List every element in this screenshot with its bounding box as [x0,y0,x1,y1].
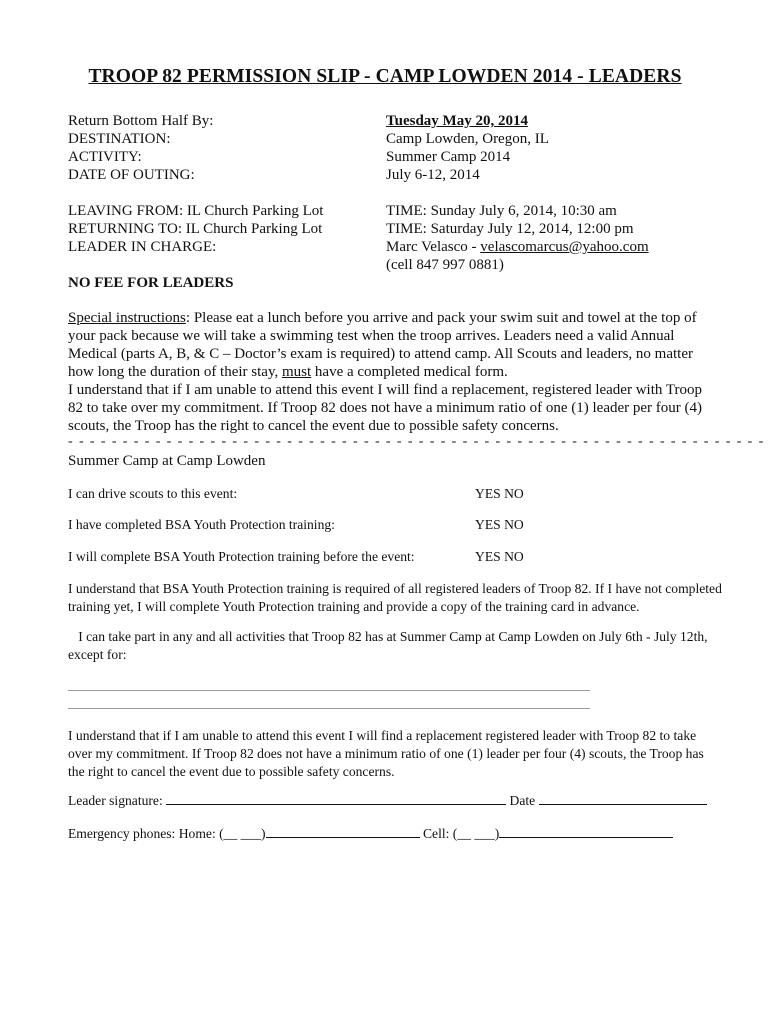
leader-in-charge-label: LEADER IN CHARGE: [68,239,217,255]
must-emphasis: must [281,364,312,380]
no-fee-notice: NO FEE FOR LEADERS [68,275,234,291]
page-title: TROOP 82 PERMISSION SLIP - CAMP LOWDEN 2014 - LEADERS [88,66,682,87]
ypt-note: I understand that BSA Youth Protection training is required of all registered leaders of Troop 82. If I have not completed training yet, I will complete Youth Protection training and provide a copy of the training card in advance. [68,581,722,614]
answer-ypt-will-complete-yes-no[interactable]: YES NO [475,549,524,564]
activity-label: ACTIVITY: [68,149,142,165]
question-ypt-completed: I have completed BSA Youth Protection training: [68,517,335,532]
leader-name: Marc Velasco - [386,239,481,255]
activity-value: Summer Camp 2014 [386,149,511,165]
signature-label: Leader signature: [68,793,167,808]
destination-label: DESTINATION: [68,131,171,147]
leaving-from: LEAVING FROM: IL Church Parking Lot [68,203,324,219]
special-instructions-text: : Please eat a lunch before you arrive and pack your swim suit and towel at the top of your pack because we will take a swimming test when the troop arrives. Leaders need a valid Annual Medical (parts A, B, & C – Doctor’s exam is required) to attend camp. All Scouts and leaders, no matter how long the duration of their stay, [68,310,697,380]
leaving-time: TIME: Sunday July 6, 2014, 10:30 am [386,203,617,219]
emergency-cell-label: Cell: (__ ___) [419,826,500,841]
return-label: Return Bottom Half By: [68,113,214,129]
leader-email-link[interactable]: velascomarcus@yahoo.com [480,239,649,255]
special-instructions-label: Special instructions [68,310,186,326]
answer-ypt-completed-yes-no[interactable]: YES NO [475,517,524,532]
emergency-row [68,825,673,842]
signature-row [68,792,707,809]
returning-time: TIME: Saturday July 12, 2014, 12:00 pm [386,221,634,237]
destination-value: Camp Lowden, Oregon, IL [386,131,549,147]
return-deadline: Tuesday May 20, 2014 [386,113,528,129]
emergency-home-label: Emergency phones: Home: (__ ___) [68,826,266,841]
bottom-heading: Summer Camp at Camp Lowden [68,453,266,469]
special-instructions-text-end: have a completed medical form. [311,364,508,380]
date-field[interactable] [539,792,707,805]
exception-line-1[interactable] [68,690,590,691]
question-drive: I can drive scouts to this event: [68,486,238,501]
home-phone-field[interactable] [266,825,420,838]
special-instructions [68,309,718,381]
leader-cell: (cell 847 997 0881) [386,257,504,273]
returning-to: RETURNING TO: IL Church Parking Lot [68,221,323,237]
question-ypt-will-complete: I will complete BSA Youth Protection training before the event: [68,549,415,564]
cell-phone-field[interactable] [499,825,673,838]
activities-note: I can take part in any and all activities that Troop 82 has at Summer Camp at Camp Lowden on July 6th - July 12th, except for: [68,629,711,662]
exception-line-2[interactable] [68,708,590,709]
understand-paragraph: I understand that if I am unable to attend this event I will find a replacement, registered leader with Troop 82 to take over my commitment. If Troop 82 does not have a minimum ratio of one (1) leader per four (4) scouts, the Troop has the right to cancel the event due to possible safety concerns. [68,382,703,434]
signature-field[interactable] [166,792,506,805]
date-of-outing-label: DATE OF OUTING: [68,167,195,183]
date-label: Date [506,793,539,808]
cut-line: - - - - - - - - - - - - - - - - - - - - - - - - - - - - - - - - - - - - - - - - - - - - - - - - - - - - - - - - - - - - - - - - [68,434,765,449]
answer-drive-yes-no[interactable]: YES NO [475,486,524,501]
replacement-note: I understand that if I am unable to attend this event I will find a replacement registered leader with Troop 82 to take over my commitment. If Troop 82 does not have a minimum ratio of one (1) leader per four (4) scouts, the Troop has the right to cancel the event due to possible safety concerns. [68,728,704,779]
date-of-outing-value: July 6-12, 2014 [386,167,480,183]
leader-contact [386,238,649,256]
